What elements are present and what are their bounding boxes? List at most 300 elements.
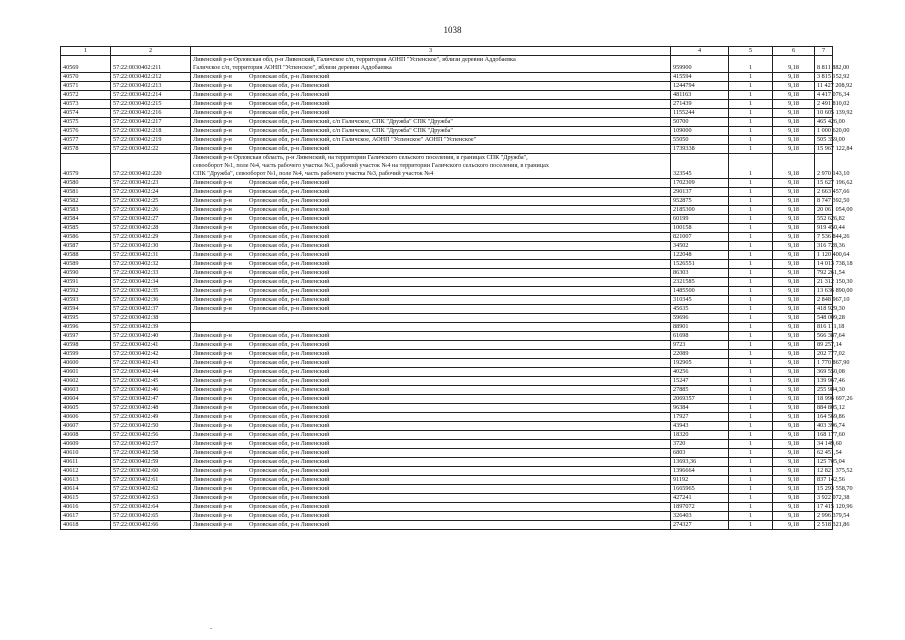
area-value: 40256 bbox=[671, 368, 729, 377]
location-description bbox=[191, 215, 671, 224]
location-description bbox=[191, 422, 671, 431]
rate-value: 9,18 bbox=[773, 458, 815, 467]
row-number: 40592 bbox=[61, 287, 111, 296]
rate-value: 9,18 bbox=[773, 206, 815, 215]
rate-value: 9,18 bbox=[773, 521, 815, 530]
location-description bbox=[191, 287, 671, 296]
cadastral-value: 168 177,60 bbox=[815, 431, 833, 440]
location-description bbox=[191, 118, 671, 127]
cadastral-value: 505 359,00 bbox=[815, 136, 833, 145]
cadastral-number: 57:22:0030402:217 bbox=[111, 118, 191, 127]
row-number: 40595 bbox=[61, 314, 111, 323]
area-value: 1702309 bbox=[671, 179, 729, 188]
table-row bbox=[61, 341, 833, 350]
cadastral-number: 57:22:0030402:218 bbox=[111, 127, 191, 136]
cadastral-number: 57:22:0030402:35 bbox=[111, 287, 191, 296]
rate-value: 9,18 bbox=[773, 188, 815, 197]
cadastral-value: 2 518 321,86 bbox=[815, 521, 833, 530]
area-value: 22089 bbox=[671, 350, 729, 359]
district-name: Ливенский р-н bbox=[193, 440, 232, 447]
count-value: 1 bbox=[729, 215, 773, 224]
row-number: 40575 bbox=[61, 118, 111, 127]
district-name: Ливенский р-н bbox=[193, 368, 232, 375]
count-value: 1 bbox=[729, 287, 773, 296]
count-value: 1 bbox=[729, 386, 773, 395]
row-number: 40574 bbox=[61, 109, 111, 118]
area-value: 13693,36 bbox=[671, 458, 729, 467]
cadastral-value: 418 929,30 bbox=[815, 305, 833, 314]
cadastral-number: 57:22:0030402:22 bbox=[111, 145, 191, 154]
row-number: 40609 bbox=[61, 440, 111, 449]
address-text: Орловская обл, р-н Ливенский bbox=[249, 395, 330, 402]
row-number: 40571 bbox=[61, 82, 111, 91]
table-row bbox=[61, 251, 833, 260]
count-value: 1 bbox=[729, 512, 773, 521]
table-row bbox=[61, 305, 833, 314]
location-description bbox=[191, 224, 671, 233]
row-number: 40593 bbox=[61, 296, 111, 305]
rate-value: 9,18 bbox=[773, 287, 815, 296]
cadastral-number: 57:22:0030402:27 bbox=[111, 215, 191, 224]
row-number: 40573 bbox=[61, 100, 111, 109]
location-description bbox=[191, 467, 671, 476]
count-value: 1 bbox=[729, 242, 773, 251]
area-value: 55050 bbox=[671, 136, 729, 145]
district-name: Ливенский р-н bbox=[193, 467, 232, 474]
address-text: Орловская обл, р-н Ливенский bbox=[249, 494, 330, 501]
rate-value: 9,18 bbox=[773, 494, 815, 503]
rate-value: 9,18 bbox=[773, 73, 815, 82]
table-header-row bbox=[61, 47, 833, 56]
row-number: 40617 bbox=[61, 512, 111, 521]
rate-value: 9,18 bbox=[773, 404, 815, 413]
count-value: 1 bbox=[729, 197, 773, 206]
table-row bbox=[61, 476, 833, 485]
address-text: Орловская обл, р-н Ливенский bbox=[249, 82, 330, 89]
area-value: 6803 bbox=[671, 449, 729, 458]
table-row bbox=[61, 512, 833, 521]
cadastral-number: 57:22:0030402:24 bbox=[111, 188, 191, 197]
cadastral-value: 21 312 150,30 bbox=[815, 278, 833, 287]
cadastral-value: 548 009,28 bbox=[815, 314, 833, 323]
table-row bbox=[61, 422, 833, 431]
address-text: Орловская обл, р-н Ливенский, с/п Галичское, СПК "Дружба" СПК "Дружба" bbox=[249, 127, 453, 134]
count-value: 1 bbox=[729, 422, 773, 431]
cadastral-value: 255 984,30 bbox=[815, 386, 833, 395]
location-description bbox=[191, 91, 671, 100]
address-text: Орловская обл, р-н Ливенский bbox=[249, 260, 330, 267]
rate-value: 9,18 bbox=[773, 197, 815, 206]
count-value: 1 bbox=[729, 395, 773, 404]
table-row bbox=[61, 56, 833, 73]
area-value: 45635 bbox=[671, 305, 729, 314]
cadastral-number: 57:22:0030402:44 bbox=[111, 368, 191, 377]
cadastral-value: 3 815 152,92 bbox=[815, 73, 833, 82]
count-value: 1 bbox=[729, 188, 773, 197]
location-description bbox=[191, 197, 671, 206]
area-value: 2069357 bbox=[671, 395, 729, 404]
table-row bbox=[61, 386, 833, 395]
district-name: Ливенский р-н bbox=[193, 197, 232, 204]
area-value: 3720 bbox=[671, 440, 729, 449]
area-value: 59696 bbox=[671, 314, 729, 323]
header-cell: 2 bbox=[111, 47, 191, 56]
cadastral-value: 202 777,02 bbox=[815, 350, 833, 359]
description-line: Галичское с/п, территория АОНП "Успенское", вблизи деревни Аддобаевка bbox=[193, 64, 392, 71]
row-number: 40576 bbox=[61, 127, 111, 136]
address-text: Орловская обл, р-н Ливенский bbox=[249, 431, 330, 438]
cadastral-number: 57:22:0030402:220 bbox=[111, 154, 191, 179]
rate-value: 9,18 bbox=[773, 56, 815, 73]
location-description bbox=[191, 296, 671, 305]
description-line: Ливенский р-н Орловская обл, р-н Ливенский, Галичское с/п, территория АОНП "Успенское", вблизи деревни Аддобаевка bbox=[193, 56, 516, 63]
cadastral-value: 1 000 620,00 bbox=[815, 127, 833, 136]
row-number: 40578 bbox=[61, 145, 111, 154]
location-description bbox=[191, 494, 671, 503]
row-number: 40582 bbox=[61, 197, 111, 206]
rate-value: 9,18 bbox=[773, 251, 815, 260]
cadastral-value: 18 996 697,26 bbox=[815, 395, 833, 404]
rate-value: 9,18 bbox=[773, 341, 815, 350]
area-value: 18320 bbox=[671, 431, 729, 440]
row-number: 40586 bbox=[61, 233, 111, 242]
cadastral-value: 1 770 867,90 bbox=[815, 359, 833, 368]
count-value: 1 bbox=[729, 179, 773, 188]
rate-value: 9,18 bbox=[773, 512, 815, 521]
count-value: 1 bbox=[729, 118, 773, 127]
area-value: 952875 bbox=[671, 197, 729, 206]
location-description bbox=[191, 332, 671, 341]
rate-value: 9,18 bbox=[773, 127, 815, 136]
cadastral-value: 15 627 196,62 bbox=[815, 179, 833, 188]
cadastral-value: 837 142,56 bbox=[815, 476, 833, 485]
location-description bbox=[191, 305, 671, 314]
address-text: Орловская обл, р-н Ливенский bbox=[249, 100, 330, 107]
rate-value: 9,18 bbox=[773, 278, 815, 287]
area-value: 17927 bbox=[671, 413, 729, 422]
cadastral-number: 57:22:0030402:45 bbox=[111, 377, 191, 386]
rate-value: 9,18 bbox=[773, 440, 815, 449]
count-value: 1 bbox=[729, 377, 773, 386]
address-text: Орловская обл, р-н Ливенский bbox=[249, 224, 330, 231]
district-name: Ливенский р-н bbox=[193, 109, 232, 116]
rate-value: 9,18 bbox=[773, 368, 815, 377]
district-name: Ливенский р-н bbox=[193, 359, 232, 366]
cadastral-number: 57:22:0030402:42 bbox=[111, 350, 191, 359]
table-row bbox=[61, 440, 833, 449]
area-value: 2185300 bbox=[671, 206, 729, 215]
address-text: Орловская обл, р-н Ливенский bbox=[249, 368, 330, 375]
table-row bbox=[61, 350, 833, 359]
district-name: Ливенский р-н bbox=[193, 224, 232, 231]
address-text: Орловская обл, р-н Ливенский bbox=[249, 332, 330, 339]
area-value: 1155244 bbox=[671, 109, 729, 118]
rate-value: 9,18 bbox=[773, 395, 815, 404]
location-description bbox=[191, 100, 671, 109]
district-name: Ливенский р-н bbox=[193, 215, 232, 222]
address-text: Орловская обл, р-н Ливенский bbox=[249, 449, 330, 456]
count-value: 1 bbox=[729, 296, 773, 305]
cadastral-value: 369 550,08 bbox=[815, 368, 833, 377]
row-number: 40598 bbox=[61, 341, 111, 350]
cadastral-number: 57:22:0030402:66 bbox=[111, 521, 191, 530]
area-value: 271439 bbox=[671, 100, 729, 109]
rate-value: 9,18 bbox=[773, 269, 815, 278]
location-description bbox=[191, 476, 671, 485]
table-row bbox=[61, 118, 833, 127]
area-value: 427241 bbox=[671, 494, 729, 503]
row-number: 40612 bbox=[61, 467, 111, 476]
table-row bbox=[61, 449, 833, 458]
cadastral-number: 57:22:0030402:29 bbox=[111, 233, 191, 242]
cadastral-number: 57:22:0030402:213 bbox=[111, 82, 191, 91]
address-text: Орловская обл, р-н Ливенский bbox=[249, 377, 330, 384]
table-row bbox=[61, 413, 833, 422]
row-number: 40605 bbox=[61, 404, 111, 413]
address-text: Орловская обл, р-н Ливенский bbox=[249, 485, 330, 492]
location-description bbox=[191, 323, 671, 332]
rate-value: 9,18 bbox=[773, 422, 815, 431]
district-name: Ливенский р-н bbox=[193, 431, 232, 438]
address-text: Орловская обл, р-н Ливенский bbox=[249, 109, 330, 116]
rate-value: 9,18 bbox=[773, 386, 815, 395]
address-text: Орловская обл, р-н Ливенский bbox=[249, 197, 330, 204]
rate-value: 9,18 bbox=[773, 377, 815, 386]
header-cell: 1 bbox=[61, 47, 111, 56]
cadastral-number: 57:22:0030402:33 bbox=[111, 269, 191, 278]
cadastral-value: 816 111,18 bbox=[815, 323, 833, 332]
description-line: Ливенский р-н Орловская область, р-н Ливенский, на территории Галичского сельского поселения, в границах СПК "Дружба", bbox=[193, 154, 528, 161]
rate-value: 9,18 bbox=[773, 82, 815, 91]
cadastral-number: 57:22:0030402:57 bbox=[111, 440, 191, 449]
location-description bbox=[191, 404, 671, 413]
address-text: Орловская обл, р-н Ливенский bbox=[249, 467, 330, 474]
address-text: Орловская обл, р-н Ливенский bbox=[249, 305, 330, 312]
address-text: Орловская обл, р-н Ливенский bbox=[249, 386, 330, 393]
area-value: 100158 bbox=[671, 224, 729, 233]
table-row bbox=[61, 206, 833, 215]
location-description bbox=[191, 179, 671, 188]
cadastral-number: 57:22:0030402:60 bbox=[111, 467, 191, 476]
count-value: 1 bbox=[729, 503, 773, 512]
rate-value: 9,18 bbox=[773, 359, 815, 368]
cadastral-value: 13 636 890,00 bbox=[815, 287, 833, 296]
cadastral-value: 2 848 967,10 bbox=[815, 296, 833, 305]
address-text: Орловская обл, р-н Ливенский bbox=[249, 341, 330, 348]
table-row bbox=[61, 188, 833, 197]
area-value: 96384 bbox=[671, 404, 729, 413]
district-name: Ливенский р-н bbox=[193, 485, 232, 492]
cadastral-number: 57:22:0030402:23 bbox=[111, 179, 191, 188]
area-value: 86303 bbox=[671, 269, 729, 278]
location-description bbox=[191, 188, 671, 197]
row-number: 40583 bbox=[61, 206, 111, 215]
row-number: 40608 bbox=[61, 431, 111, 440]
location-description bbox=[191, 503, 671, 512]
page-number: 1038 bbox=[443, 25, 462, 35]
row-number: 40587 bbox=[61, 242, 111, 251]
table-row bbox=[61, 145, 833, 154]
cadastral-number: 57:22:0030402:214 bbox=[111, 91, 191, 100]
table-row bbox=[61, 179, 833, 188]
row-number: 40580 bbox=[61, 179, 111, 188]
area-value: 192905 bbox=[671, 359, 729, 368]
count-value: 1 bbox=[729, 100, 773, 109]
rate-value: 9,18 bbox=[773, 485, 815, 494]
table-row bbox=[61, 127, 833, 136]
location-description bbox=[191, 278, 671, 287]
row-number: 40606 bbox=[61, 413, 111, 422]
table-row bbox=[61, 260, 833, 269]
area-value: 43943 bbox=[671, 422, 729, 431]
cadastral-value: 2 996 379,54 bbox=[815, 512, 833, 521]
area-value: 1396664 bbox=[671, 467, 729, 476]
location-description bbox=[191, 127, 671, 136]
count-value: 1 bbox=[729, 56, 773, 73]
table-row bbox=[61, 359, 833, 368]
address-text: Орловская обл, р-н Ливенский bbox=[249, 73, 330, 80]
table-row bbox=[61, 404, 833, 413]
district-name: Ливенский р-н bbox=[193, 350, 232, 357]
cadastral-number: 57:22:0030402:49 bbox=[111, 413, 191, 422]
rate-value: 9,18 bbox=[773, 323, 815, 332]
district-name: Ливенский р-н bbox=[193, 305, 232, 312]
row-number: 40599 bbox=[61, 350, 111, 359]
count-value: 1 bbox=[729, 458, 773, 467]
table-row bbox=[61, 458, 833, 467]
area-value: 821007 bbox=[671, 233, 729, 242]
location-description bbox=[191, 145, 671, 154]
cadastral-value: 316 728,36 bbox=[815, 242, 833, 251]
table-row bbox=[61, 224, 833, 233]
table-row bbox=[61, 278, 833, 287]
table-row bbox=[61, 503, 833, 512]
location-description bbox=[191, 377, 671, 386]
table-row bbox=[61, 377, 833, 386]
count-value: 1 bbox=[729, 359, 773, 368]
district-name: Ливенский р-н bbox=[193, 521, 232, 528]
district-name: Ливенский р-н bbox=[193, 512, 232, 519]
rate-value: 9,18 bbox=[773, 145, 815, 154]
district-name: Ливенский р-н bbox=[193, 332, 232, 339]
district-name: Ливенский р-н bbox=[193, 100, 232, 107]
cadastral-value: 139 967,46 bbox=[815, 377, 833, 386]
district-name: Ливенский р-н bbox=[193, 449, 232, 456]
row-number: 40594 bbox=[61, 305, 111, 314]
cadastral-number: 57:22:0030402:47 bbox=[111, 395, 191, 404]
location-description bbox=[191, 368, 671, 377]
address-text: Орловская обл, р-н Ливенский bbox=[249, 251, 330, 258]
count-value: 1 bbox=[729, 233, 773, 242]
rate-value: 9,18 bbox=[773, 224, 815, 233]
cadastral-value: 3 922 072,38 bbox=[815, 494, 833, 503]
rate-value: 9,18 bbox=[773, 233, 815, 242]
address-text: Орловская обл, р-н Ливенский bbox=[249, 440, 330, 447]
cadastral-number: 57:22:0030402:219 bbox=[111, 136, 191, 145]
count-value: 1 bbox=[729, 82, 773, 91]
area-value: 9723 bbox=[671, 341, 729, 350]
table-row bbox=[61, 494, 833, 503]
district-name: Ливенский р-н bbox=[193, 503, 232, 510]
count-value: 1 bbox=[729, 323, 773, 332]
cadastral-number: 57:22:0030402:63 bbox=[111, 494, 191, 503]
count-value: 1 bbox=[729, 109, 773, 118]
rate-value: 9,18 bbox=[773, 476, 815, 485]
district-name: Ливенский р-н bbox=[193, 73, 232, 80]
table-row bbox=[61, 82, 833, 91]
description-line: севооборот №1, поле №4, часть рабочего участка №3, рабочий участок №4 на территории Галичского сельского поселения, в границах bbox=[193, 162, 550, 169]
location-description bbox=[191, 251, 671, 260]
row-number: 40611 bbox=[61, 458, 111, 467]
count-value: 1 bbox=[729, 91, 773, 100]
table-row bbox=[61, 467, 833, 476]
rate-value: 9,18 bbox=[773, 413, 815, 422]
cadastral-number: 57:22:0030402:41 bbox=[111, 341, 191, 350]
district-name: Ливенский р-н bbox=[193, 269, 232, 276]
rate-value: 9,18 bbox=[773, 154, 815, 179]
address-text: Орловская обл, р-н Ливенский bbox=[249, 188, 330, 195]
address-text: Орловская обл, р-н Ливенский bbox=[249, 215, 330, 222]
table-row bbox=[61, 197, 833, 206]
area-value: 27885 bbox=[671, 386, 729, 395]
count-value: 1 bbox=[729, 413, 773, 422]
address-text: Орловская обл, р-н Ливенский bbox=[249, 359, 330, 366]
row-number: 40600 bbox=[61, 359, 111, 368]
table-row bbox=[61, 73, 833, 82]
address-text: Орловская обл, р-н Ливенский, с/п Галичское, АОНП "Успенское" АОНП "Успенское" bbox=[249, 136, 477, 143]
area-value: 290137 bbox=[671, 188, 729, 197]
area-value: 1244794 bbox=[671, 82, 729, 91]
address-text: Орловская обл, р-н Ливенский bbox=[249, 458, 330, 465]
cadastral-number: 57:22:0030402:32 bbox=[111, 260, 191, 269]
cadastral-number: 57:22:0030402:216 bbox=[111, 109, 191, 118]
count-value: 1 bbox=[729, 440, 773, 449]
rate-value: 9,18 bbox=[773, 503, 815, 512]
row-number: 40585 bbox=[61, 224, 111, 233]
count-value: 1 bbox=[729, 368, 773, 377]
location-description bbox=[191, 109, 671, 118]
district-name: Ливенский р-н bbox=[193, 377, 232, 384]
cadastral-number: 57:22:0030402:37 bbox=[111, 305, 191, 314]
row-number: 40618 bbox=[61, 521, 111, 530]
rate-value: 9,18 bbox=[773, 305, 815, 314]
cadastral-number: 57:22:0030402:215 bbox=[111, 100, 191, 109]
area-value: 91192 bbox=[671, 476, 729, 485]
table-row bbox=[61, 332, 833, 341]
table-row bbox=[61, 521, 833, 530]
land-registry-table bbox=[60, 46, 853, 530]
count-value: 1 bbox=[729, 314, 773, 323]
district-name: Ливенский р-н bbox=[193, 404, 232, 411]
cadastral-number: 57:22:0030402:59 bbox=[111, 458, 191, 467]
district-name: Ливенский р-н bbox=[193, 127, 232, 134]
table-row bbox=[61, 296, 833, 305]
count-value: 1 bbox=[729, 449, 773, 458]
table-row bbox=[61, 395, 833, 404]
header-cell: 6 bbox=[773, 47, 815, 56]
count-value: 1 bbox=[729, 154, 773, 179]
row-number: 40603 bbox=[61, 386, 111, 395]
cadastral-value: 15 293 558,70 bbox=[815, 485, 833, 494]
area-value: 60199 bbox=[671, 215, 729, 224]
cadastral-value: 4 417 076,34 bbox=[815, 91, 833, 100]
area-value: 1665965 bbox=[671, 485, 729, 494]
area-value: 1739338 bbox=[671, 145, 729, 154]
district-name: Ливенский р-н bbox=[193, 118, 232, 125]
district-name: Ливенский р-н bbox=[193, 395, 232, 402]
count-value: 1 bbox=[729, 136, 773, 145]
table-row bbox=[61, 91, 833, 100]
